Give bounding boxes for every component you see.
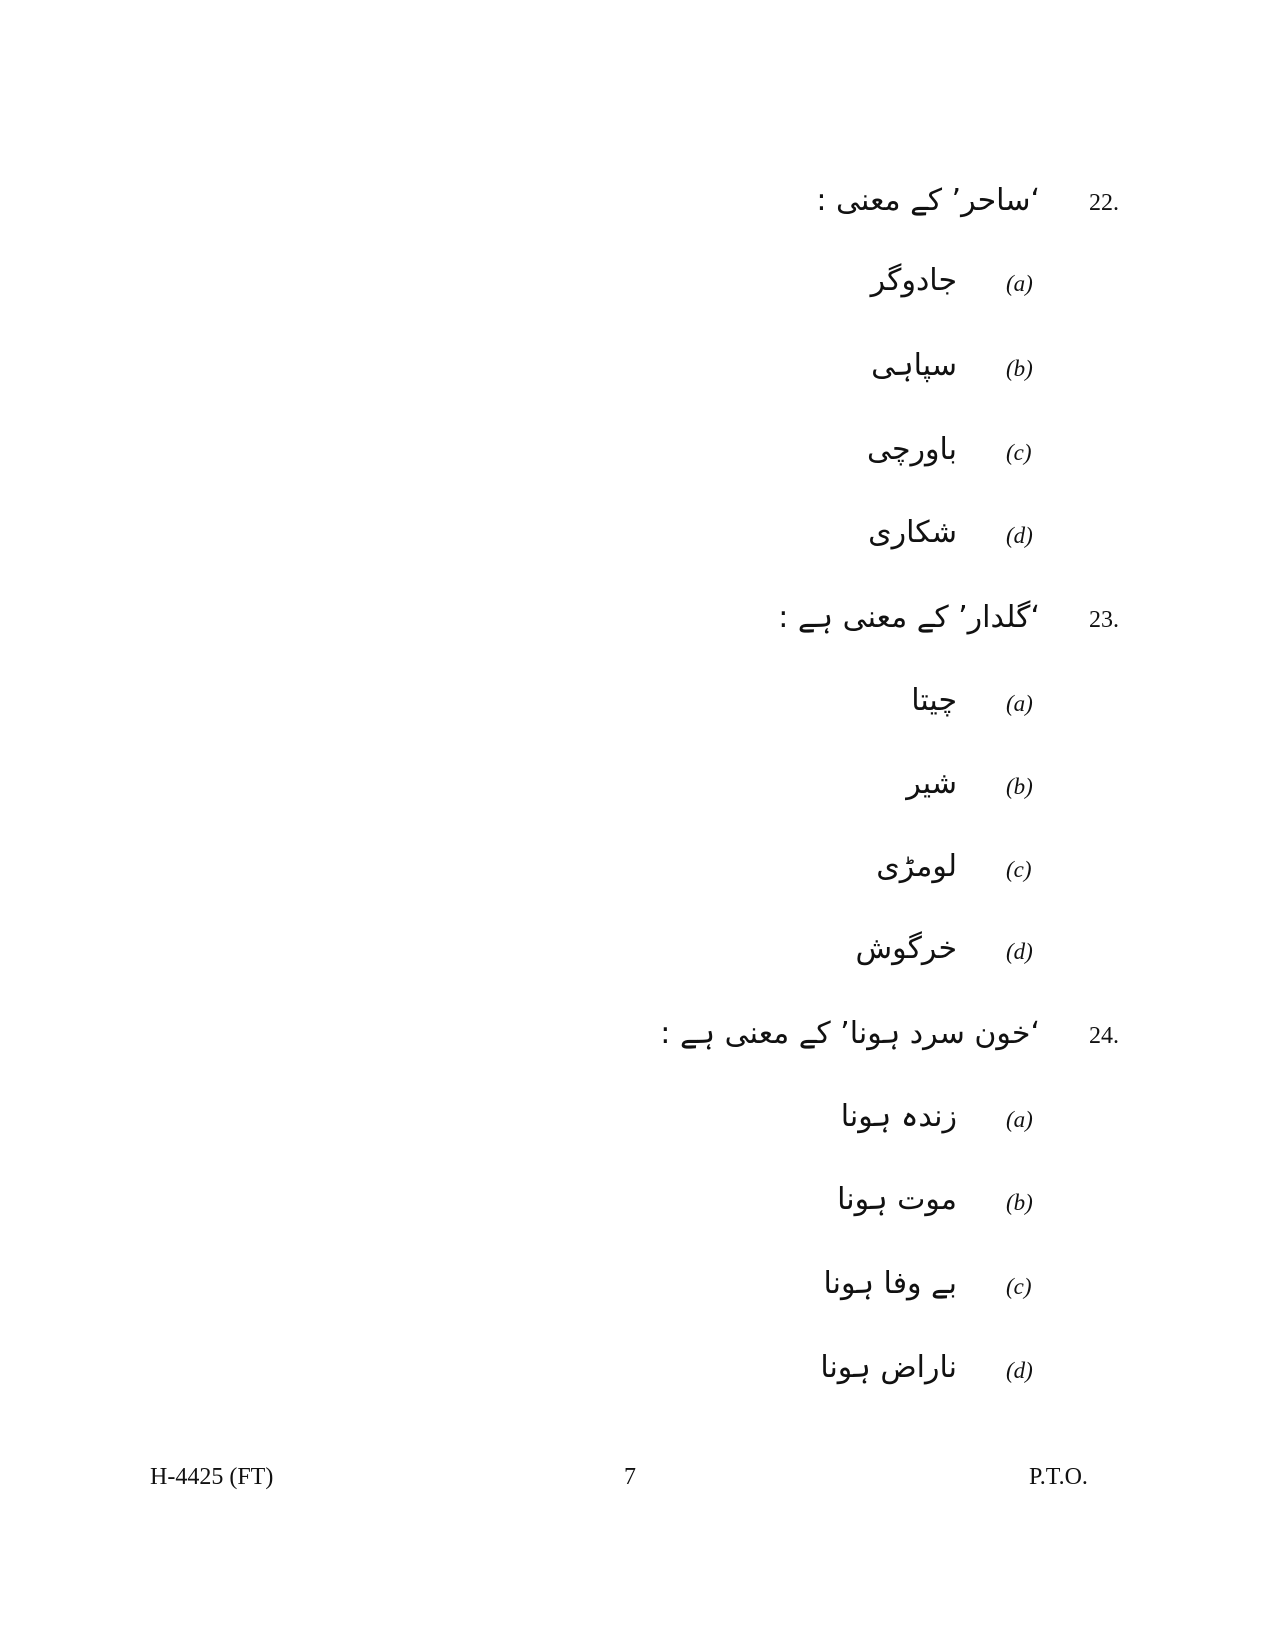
option-22-a-text: جادوگر: [870, 263, 957, 298]
option-23-a-text: چیتا: [911, 683, 957, 718]
option-23-c-text: لومڑی: [876, 849, 957, 884]
option-23-d-label: (d): [1006, 939, 1033, 964]
question-22-number: 22.: [1089, 190, 1119, 216]
option-24-a-text: زندہ ہونا: [840, 1099, 957, 1134]
option-23-d-text: خرگوش: [855, 931, 957, 966]
option-24-b-label: (b): [1006, 1190, 1033, 1215]
option-23-a-label: (a): [1006, 691, 1033, 716]
option-22-d-label: (d): [1006, 523, 1033, 548]
question-23-number: 23.: [1089, 607, 1119, 633]
footer-pto: P.T.O.: [1029, 1464, 1088, 1490]
option-24-b-text: موت ہونا: [837, 1182, 957, 1217]
option-24-d-label: (d): [1006, 1358, 1033, 1383]
option-24-c-label: (c): [1006, 1274, 1032, 1299]
option-24-d-text: ناراض ہونا: [820, 1350, 957, 1385]
question-24-number: 24.: [1089, 1023, 1119, 1049]
question-24-text: ‘خون سرد ہونا’ کے معنی ہے :: [660, 1016, 1040, 1051]
option-22-c-label: (c): [1006, 440, 1032, 465]
option-23-c-label: (c): [1006, 857, 1032, 882]
option-22-b-label: (b): [1006, 356, 1033, 381]
option-24-c-text: بے وفا ہونا: [823, 1266, 957, 1301]
option-24-a-label: (a): [1006, 1107, 1033, 1132]
option-22-b-text: سپاہی: [871, 348, 957, 383]
option-22-d-text: شکاری: [868, 515, 957, 550]
option-22-a-label: (a): [1006, 271, 1033, 296]
option-22-c-text: باورچی: [866, 432, 957, 467]
footer-page-number: 7: [624, 1464, 636, 1490]
option-23-b-label: (b): [1006, 774, 1033, 799]
footer-paper-code: H-4425 (FT): [150, 1464, 274, 1490]
option-23-b-text: شیر: [906, 766, 957, 801]
question-23-text: ‘گلدار’ کے معنی ہے :: [778, 600, 1040, 635]
question-22-text: ‘ساحر’ کے معنی :: [816, 183, 1040, 218]
